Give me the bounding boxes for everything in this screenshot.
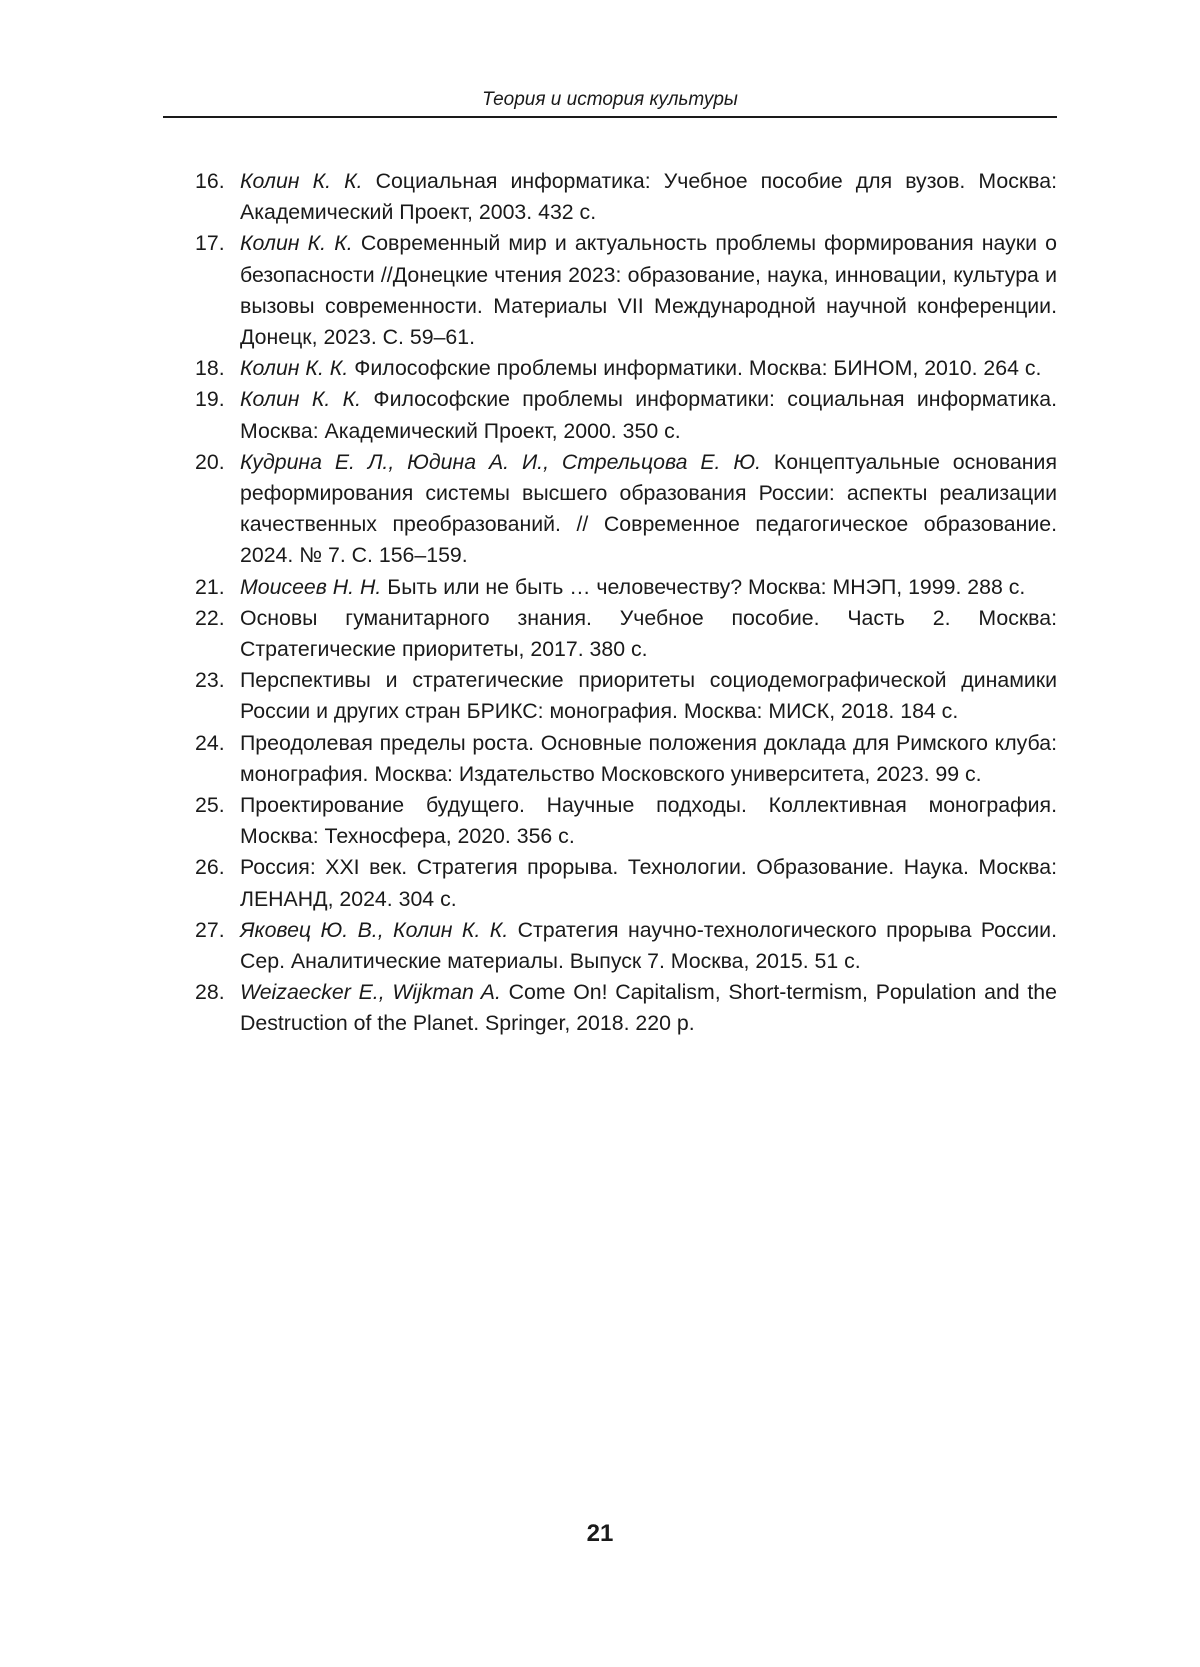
reference-number: 21. <box>195 574 225 599</box>
reference-number: 18. <box>195 356 225 381</box>
reference-number: 19. <box>195 387 225 412</box>
reference-number: 23. <box>195 668 225 693</box>
reference-number: 28. <box>195 980 225 1005</box>
reference-text: Проектирование будущего. Научные подходы. Коллективная монография. Москва: Техносфера, 2020. 356 с. <box>240 793 1057 849</box>
reference-authors: Колин К. К. <box>240 169 363 193</box>
header-rule <box>163 116 1057 118</box>
reference-authors: Weizaecker E., Wijkman A. <box>240 980 501 1005</box>
reference-text: Социальная информатика: Учебное пособие для вузов. Москва: Академический Проект, 2003. 432 с. <box>240 169 1057 225</box>
reference-number: 20. <box>195 449 225 474</box>
reference-text: Философские проблемы информатики: социальная информатика. Москва: Академический Проект, 2000. 350 с. <box>240 387 1057 443</box>
reference-item <box>195 228 1057 353</box>
reference-authors: Моисеев Н. Н. <box>240 574 382 599</box>
reference-number: 25. <box>195 793 225 818</box>
reference-item <box>195 728 1057 790</box>
reference-authors: Колин К. К. <box>240 387 362 412</box>
reference-text: Философские проблемы информатики. Москва: БИНОМ, 2010. 264 с. <box>348 356 1042 381</box>
reference-number: 24. <box>195 730 225 755</box>
reference-text: Концептуальные основания реформирования системы высшего образования России: аспекты реализации качественных преобразований. // Современное педагогическое образование. 2024. № 7. С. 156–159. <box>240 449 1057 568</box>
reference-item <box>195 447 1057 572</box>
reference-authors: Яковец Ю. В., Колин К. К. <box>240 917 509 942</box>
reference-text: Современный мир и актуальность проблемы формирования науки о безопасности //Донецкие чтения 2023: образование, наука, инновации, культура и вызовы современности. Материалы VII Международной научной конференции. Донецк, 2023. С. 59–61. <box>240 231 1057 350</box>
reference-text: Россия: XXI век. Стратегия прорыва. Технологии. Образование. Наука. Москва: ЛЕНАНД, 2024. 304 с. <box>240 855 1057 911</box>
page-number: 21 <box>586 1520 614 1547</box>
reference-item <box>195 665 1057 727</box>
reference-authors: Колин К. К. <box>240 231 353 256</box>
reference-text: Come On! Capitalism, Short-termism, Population and the Destruction of the Planet. Springer, 2018. 220 p. <box>240 980 1057 1036</box>
reference-text: Быть или не быть … человечеству? Москва: МНЭП, 1999. 288 с. <box>381 574 1026 599</box>
reference-text: Преодолевая пределы роста. Основные положения доклада для Римского клуба: монография. Москва: Издательство Московского университета, 2023. 99 с. <box>240 730 1057 786</box>
reference-text: Основы гуманитарного знания. Учебное пособие. Часть 2. Москва: Стратегические приоритеты, 2017. 380 с. <box>240 605 1057 662</box>
reference-number: 26. <box>195 855 225 880</box>
reference-item <box>195 603 1057 665</box>
reference-number: 17. <box>195 231 225 256</box>
reference-item <box>195 353 1057 384</box>
reference-number: 16. <box>195 169 225 193</box>
reference-number: 27. <box>195 917 225 942</box>
reference-item <box>195 572 1057 603</box>
reference-authors: Кудрина Е. Л., Юдина А. И., Стрельцова Е. Ю. <box>240 449 762 474</box>
bibliography-list <box>195 166 1057 1040</box>
reference-item <box>195 977 1057 1039</box>
reference-number: 22. <box>195 605 225 630</box>
running-header: Теория и история культуры <box>482 89 738 110</box>
reference-item <box>195 166 1057 228</box>
reference-item <box>195 852 1057 914</box>
reference-text: Стратегия научно-технологического прорыва России. Сер. Аналитические материалы. Выпуск 7. Москва, 2015. 51 с. <box>240 917 1057 974</box>
reference-text: Перспективы и стратегические приоритеты социодемографической динамики России и других стран БРИКС: монография. Москва: МИСК, 2018. 184 с. <box>240 668 1057 724</box>
reference-item <box>195 790 1057 852</box>
reference-item <box>195 915 1057 977</box>
reference-authors: Колин К. К. <box>240 356 349 381</box>
reference-item <box>195 384 1057 446</box>
